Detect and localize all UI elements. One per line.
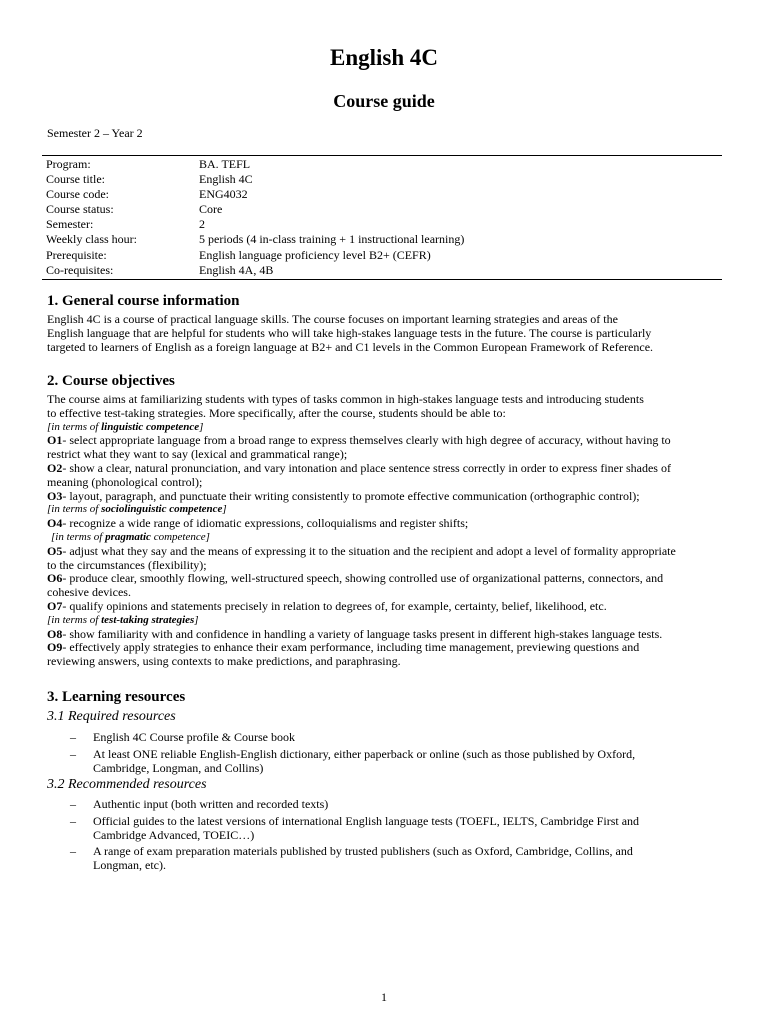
objectives-block <box>47 393 737 669</box>
info-row-course-title <box>42 172 722 187</box>
competence-subheading: [in terms of linguistic competence] <box>47 420 204 433</box>
paragraph-line: English language that are helpful for students who will take high-stakes language tests in the future. The course is particularly <box>47 325 652 340</box>
info-label: Course status: <box>46 202 114 217</box>
info-row-semester <box>42 217 722 232</box>
objective-o2-cont: meaning (phonological control); <box>47 474 203 489</box>
info-label: Course code: <box>46 187 109 202</box>
objective-o9-cont: reviewing answers, using contexts to make predictions, and paraphrasing. <box>47 654 401 669</box>
semester-line: Semester 2 – Year 2 <box>47 126 143 140</box>
course-info-table <box>42 155 722 280</box>
info-value: Core <box>199 202 223 217</box>
info-row-weekly-hours <box>42 232 722 247</box>
info-row-prerequisite <box>42 248 722 263</box>
objective-o8: O8- show familiarity with and confidence in handling a variety of language tasks present in different high-stakes language tests. <box>47 626 663 641</box>
list-item: – A range of exam preparation materials published by trusted publishers (such as Oxford, Cambridge, Collins, and Longman, etc). <box>70 844 633 873</box>
page-number: 1 <box>381 990 387 1004</box>
info-label: Semester: <box>46 217 94 232</box>
objective-o5: O5- adjust what they say and the means of expressing it to the situation and the recipient and adopt a level of formality appropriate <box>47 543 676 558</box>
section-heading-objectives: 2. Course objectives <box>47 373 175 389</box>
objective-o9: O9- effectively apply strategies to enhance their exam performance, including time management, previewing questions and <box>47 640 640 655</box>
subsection-heading-required: 3.1 Required resources <box>47 709 176 724</box>
info-label: Prerequisite: <box>46 247 107 262</box>
paragraph-line: English 4C is a course of practical language skills. The course focuses on important learning strategies and areas of the <box>47 312 618 326</box>
section-heading-resources: 3. Learning resources <box>47 689 186 705</box>
info-value: ENG4032 <box>199 187 248 202</box>
objective-o7: O7- qualify opinions and statements precisely in relation to degrees of, for example, certainty, belief, likelihood, etc. <box>47 598 607 613</box>
info-label: Course title: <box>46 172 105 187</box>
recommended-resources-list <box>70 798 738 876</box>
info-value: 5 periods (4 in-class training + 1 instructional learning) <box>199 232 465 247</box>
section-heading-general: 1. General course information <box>47 293 240 309</box>
objective-o2: O2- show a clear, natural pronunciation, and vary intonation and place sentence stress correctly in order to express finer shades of <box>47 460 671 475</box>
list-item: – English 4C Course profile & Course book <box>70 730 295 744</box>
objective-o1-cont: restrict what they want to say (lexical and grammatical range); <box>47 447 348 462</box>
subsection-heading-recommended: 3.2 Recommended resources <box>47 777 207 792</box>
objective-o5-cont: to the circumstances (flexibility); <box>47 557 207 572</box>
info-label: Co-requisites: <box>46 262 114 277</box>
info-row-corequisites <box>42 263 722 278</box>
competence-subheading: [in terms of pragmatic competence] <box>51 530 210 543</box>
general-info-paragraph <box>47 313 737 354</box>
document-subtitle: Course guide <box>333 91 435 111</box>
list-item: – Authentic input (both written and recorded texts) <box>70 797 329 811</box>
objective-o3: O3- layout, paragraph, and punctuate their writing consistently to promote effective communication (orthographic control); <box>47 488 640 503</box>
objective-o6: O6- produce clear, smoothly flowing, well-structured speech, showing controlled use of organizational patterns, connectors, and <box>47 571 664 586</box>
info-label: Program: <box>46 157 91 171</box>
paragraph-line: targeted to learners of English as a foreign language at B2+ and C1 levels in the Common European Framework of Reference. <box>47 339 654 354</box>
required-resources-list <box>70 731 738 778</box>
info-value: English 4A, 4B <box>199 262 274 277</box>
info-value: English language proficiency level B2+ (CEFR) <box>199 247 431 262</box>
objective-o4: O4- recognize a wide range of idiomatic expressions, colloquialisms and register shifts; <box>47 516 469 531</box>
paragraph-line: to effective test-taking strategies. More specifically, after the course, students should be able to: <box>47 405 506 420</box>
competence-subheading: [in terms of test-taking strategies] <box>47 613 199 626</box>
info-row-course-code <box>42 187 722 202</box>
document-title: English 4C <box>329 45 438 70</box>
info-value: 2 <box>199 217 205 232</box>
list-item: – At least ONE reliable English-English dictionary, either paperback or online (such as those published by Oxford, Cambridge, Longman, and Collins) <box>70 746 636 775</box>
competence-subheading: [in terms of sociolinguistic competence] <box>47 503 227 516</box>
paragraph-line: The course aims at familiarizing students with types of tasks common in high-stakes language tests and introducing students <box>47 392 644 406</box>
info-row-program <box>42 157 722 172</box>
info-label: Weekly class hour: <box>46 232 138 247</box>
objective-o1: O1- select appropriate language from a broad range to express themselves clearly with high degree of accuracy, without having to <box>47 433 671 448</box>
list-item: – Official guides to the latest versions of international English language tests (TOEFL, IELTS, Cambridge First and Cambridge Advanced, TOEIC…) <box>70 813 640 842</box>
info-row-course-status <box>42 202 722 217</box>
info-value: BA. TEFL <box>199 157 251 171</box>
info-value: English 4C <box>199 172 253 187</box>
objective-o6-cont: cohesive devices. <box>47 585 131 600</box>
